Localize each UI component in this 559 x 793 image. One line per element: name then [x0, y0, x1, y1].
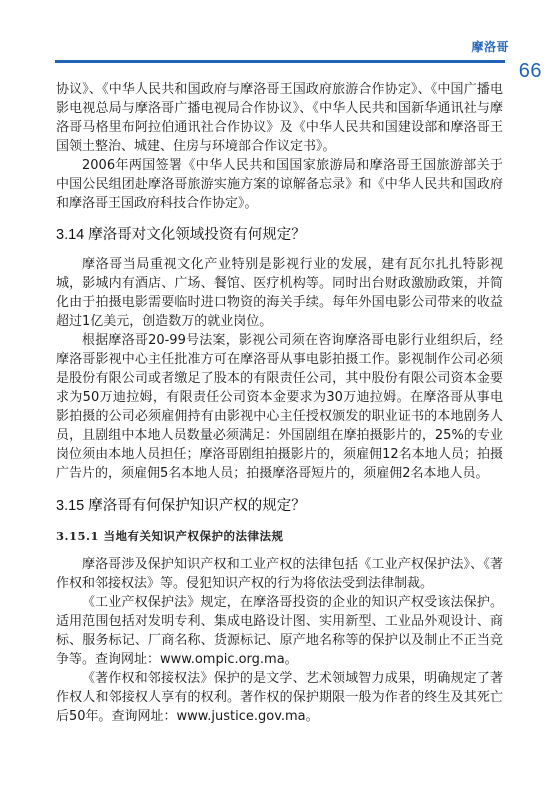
intro-paragraph-2006: 2006年两国签署《中华人民共和国国家旅游局和摩洛哥王国旅游部关于中国公民组团赴摩洛哥旅游实施方案的谅解备忘录》和《中华人民共和国政府和摩洛哥王国政府科技合作协定》。 — [56, 158, 503, 211]
section-3-14-paragraph-2: 根据摩洛哥20-99号法案，影视公司须在咨询摩洛哥电影行业组织后，经摩洛哥影视中心主任批准方可在摩洛哥从事电影拍摄工作。影视制作公司必须是股份有限公司或者缴足了股本的有限责任公司，其中股份有限公司资本金要求为50万迪拉姆，有限责任公司资本金要求为30万迪拉姆。在摩洛哥从事电影拍摄的公司必须雇佣持有由影视中心主任授权颁发的职业证书的本地剧务人员，且剧组中本地人员数量必须满足：外国剧组在摩拍摄影片的，25%的专业岗位须由本地人员担任；摩洛哥剧组拍摄影片的，须雇佣12名本地人员；拍摄广告片的，须雇佣5名本地人员；拍摄摩洛哥短片的，须雇佣2名本地人员。 — [56, 333, 503, 481]
subsection-heading-3-15-1: 3.15.1 当地有关知识产权保护的法律法规 — [56, 529, 284, 543]
section-3-15-paragraph-3: 《著作权和邻接权法》保护的是文学、艺术领域智力成果，明确规定了著作权人和邻接权人享有的权利。著作权的保护期限一般为作者的终生及其死亡后50年。查询网址：www.justice.gov.ma。 — [56, 671, 503, 724]
page-number: 66 — [518, 60, 542, 82]
header-rule — [55, 60, 505, 63]
running-header-country: 摩洛哥 — [471, 40, 509, 54]
section-3-15-paragraph-1: 摩洛哥涉及保护知识产权和工业产权的法律包括《工业产权保护法》、《著作权和邻接权法》等。侵犯知识产权的行为将依法受到法律制裁。 — [56, 557, 503, 591]
section-3-14-paragraph-1: 摩洛哥当局重视文化产业特别是影视行业的发展，建有瓦尔扎扎特影视城，影城内有酒店、广场、餐馆、医疗机构等。同时出台财政激励政策，并简化由于拍摄电影需要临时进口物资的海关手续。每年外国电影公司带来的收益超过1亿美元，创造数万的就业岗位。 — [56, 257, 503, 329]
page-body — [56, 80, 503, 726]
section-heading-3-14: 3.14 摩洛哥对文化领域投资有何规定？ — [56, 227, 306, 243]
section-3-15-paragraph-2: 《工业产权保护法》规定，在摩洛哥投资的企业的知识产权受该法保护。适用范围包括对发明专利、集成电路设计图、实用新型、工业品外观设计、商标、服务标记、厂商名称、货源标记、原产地名称等的保护以及制止不正当竞争等。查询网址：www.ompic.org.ma。 — [56, 595, 503, 667]
section-heading-3-15: 3.15 摩洛哥有何保护知识产权的规定？ — [56, 498, 306, 514]
intro-paragraph-continued: 协议》、《中华人民共和国政府与摩洛哥王国政府旅游合作协定》、《中国广播电影电视总局与摩洛哥广播电视局合作协议》、《中华人民共和国新华通讯社与摩洛哥马格里布阿拉伯通讯社合作协议》及《中华人民共和国建设部和摩洛哥王国领土整治、城建、住房与环境部合作议定书》。 — [56, 82, 503, 154]
